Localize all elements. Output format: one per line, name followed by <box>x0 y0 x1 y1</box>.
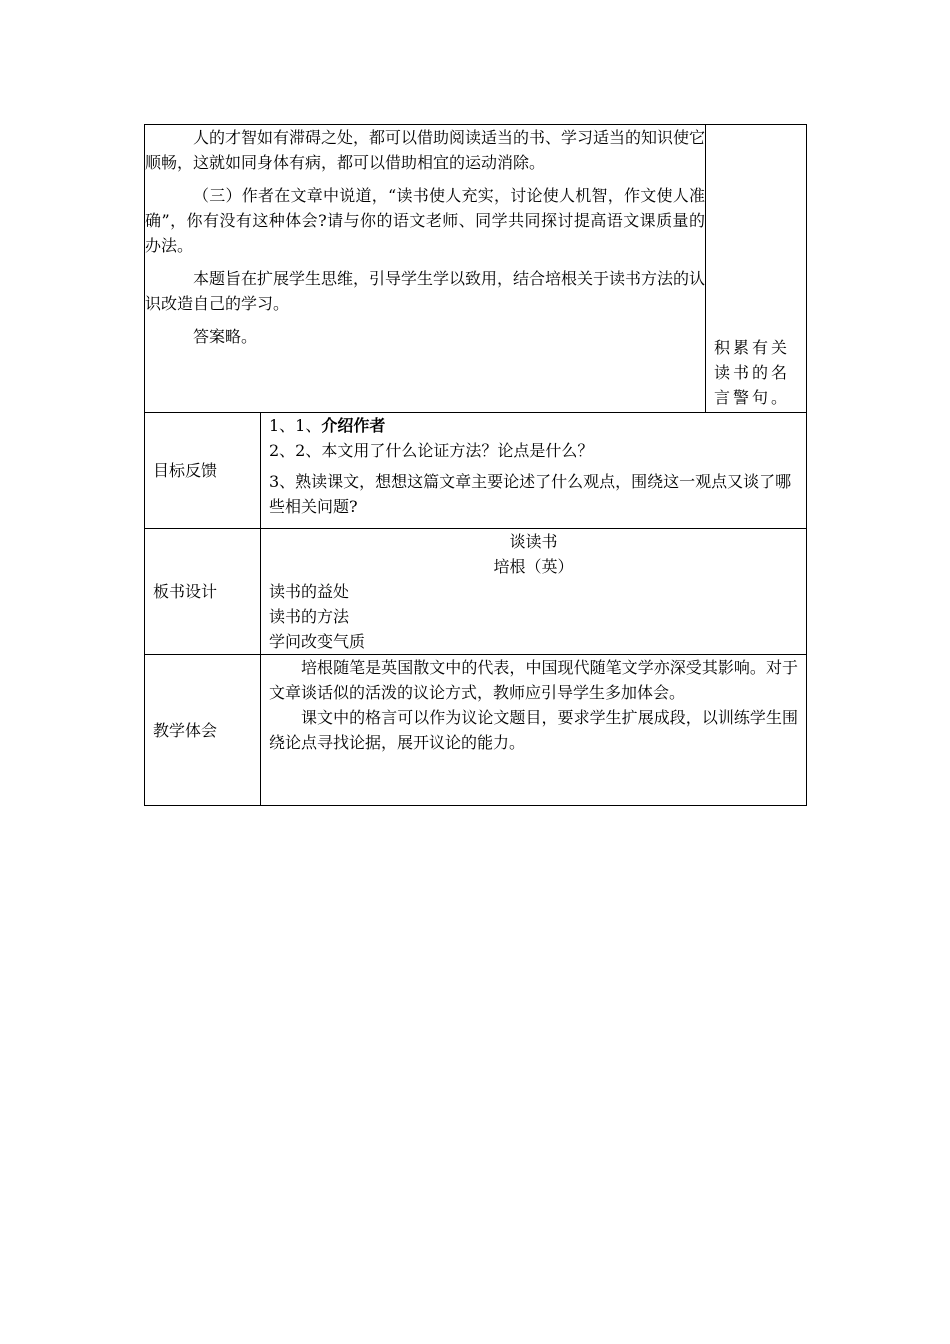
paragraph: 本题旨在扩展学生思维，引导学生学以致用，结合培根关于读书方法的认识改造自己的学习。 <box>145 269 706 313</box>
board-row <box>145 529 807 655</box>
board-title: 谈读书 <box>509 532 558 551</box>
board-content <box>261 529 807 655</box>
reflection-content <box>261 655 807 806</box>
feedback-label: 目标反馈 <box>145 413 261 529</box>
paragraph: （三）作者在文章中说道，“读书使人充实，讨论使人机智，作文使人准确”，你有没有这种体会?请与你的语文老师、同学共同探讨提高语文课质量的办法。 <box>145 186 706 255</box>
paragraph: 答案略。 <box>193 327 258 346</box>
feedback-question-1 <box>261 413 806 438</box>
feedback-question-2: 2、2、本文用了什么论证方法？论点是什么？ <box>269 441 594 460</box>
reflection-paragraph: 课文中的格言可以作为议论文题目，要求学生扩展成段，以训练学生围绕论点寻找论据，展开议论的能力。 <box>269 708 799 752</box>
feedback-row <box>145 413 807 529</box>
side-note-text: 积累有关读书的名言警句。 <box>714 338 791 407</box>
side-note-cell <box>706 125 807 413</box>
board-label: 板书设计 <box>145 529 261 655</box>
reflection-row <box>145 655 807 806</box>
top-row <box>145 125 807 413</box>
board-author: 培根（英） <box>493 557 574 576</box>
q1-text: 介绍作者 <box>321 416 386 435</box>
lesson-plan-table <box>144 124 807 806</box>
board-point: 读书的方法 <box>269 607 350 626</box>
top-content-cell <box>145 125 706 413</box>
feedback-content <box>261 413 807 529</box>
q1-prefix: 1、1、 <box>269 416 322 435</box>
board-point: 学问改变气质 <box>269 632 366 651</box>
board-point: 读书的益处 <box>269 582 350 601</box>
feedback-question-3: 3、熟读课文，想想这篇文章主要论述了什么观点，围绕这一观点又谈了哪些相关问题? <box>269 472 792 516</box>
reflection-paragraph: 培根随笔是英国散文中的代表，中国现代随笔文学亦深受其影响。对于文章谈话似的活泼的议论方式，教师应引导学生多加体会。 <box>269 658 799 702</box>
reflection-label: 教学体会 <box>145 655 261 806</box>
paragraph: 人的才智如有滞碍之处，都可以借助阅读适当的书、学习适当的知识使它顺畅，这就如同身体有病，都可以借助相宜的运动消除。 <box>145 128 706 172</box>
